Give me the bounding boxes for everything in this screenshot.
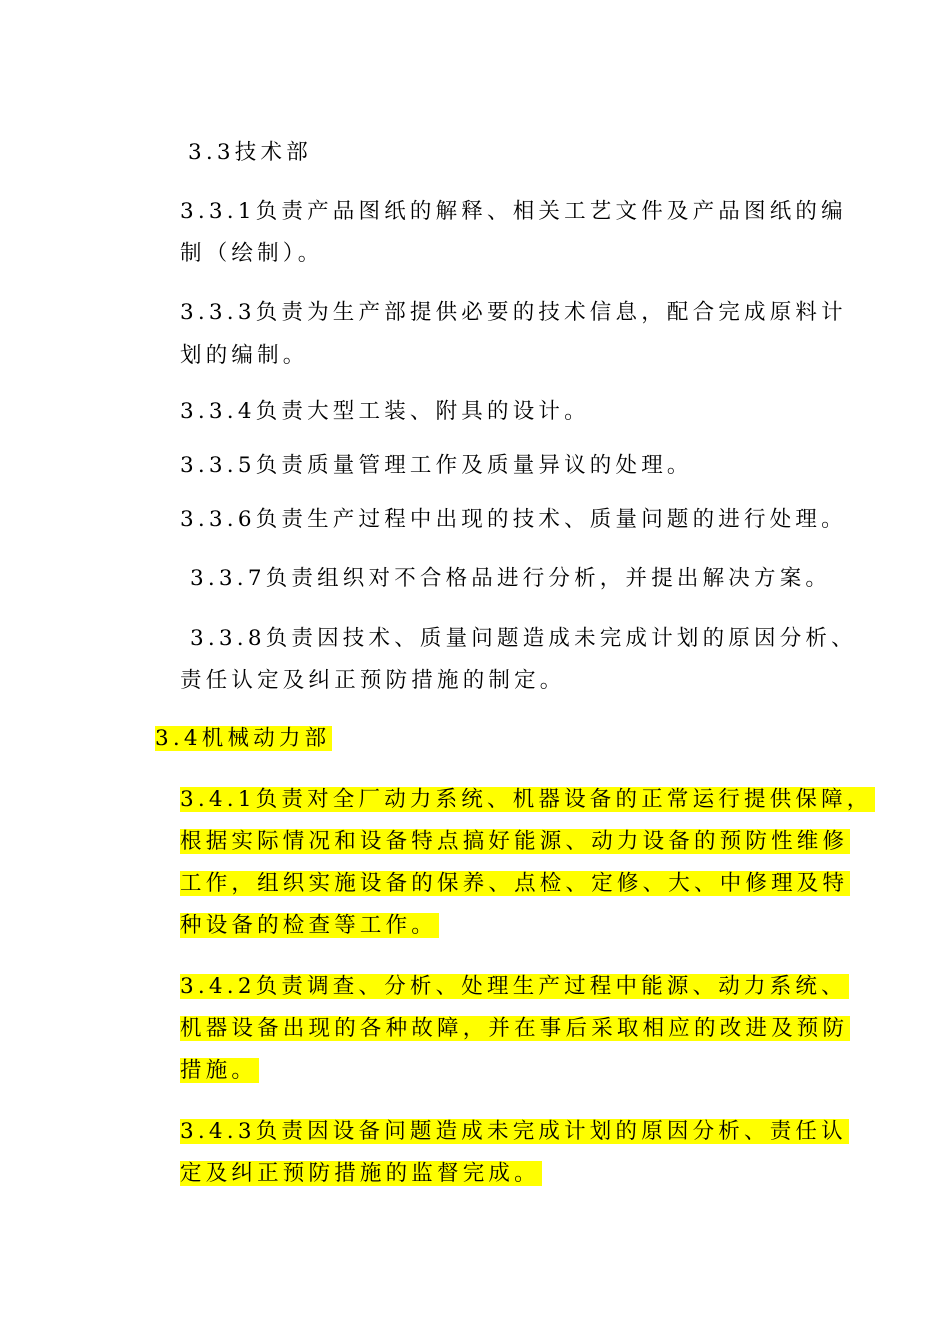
item-3-3-3-line-2: 划的编制。 <box>180 343 309 368</box>
item-3-3-6: 3.3.6负责生产过程中出现的技术、质量问题的进行处理。 <box>180 507 847 532</box>
item-3-4-1-line-4 <box>180 911 439 941</box>
highlighted-text: 3.4.3负责因设备问题造成未完成计划的原因分析、责任认 <box>180 1119 847 1144</box>
highlighted-text: 机器设备出现的各种故障，并在事后采取相应的改进及预防 <box>180 1016 849 1041</box>
item-3-3-8-line-2: 责任认定及纠正预防措施的制定。 <box>180 668 566 693</box>
highlighted-text: 3.4机械动力部 <box>155 726 331 751</box>
item-3-3-5: 3.3.5负责质量管理工作及质量异议的处理。 <box>180 453 693 478</box>
item-3-3-4: 3.3.4负责大型工装、附具的设计。 <box>180 399 590 424</box>
item-3-4-2-line-1 <box>180 972 849 1002</box>
highlighted-text: 3.4.2负责调查、分析、处理生产过程中能源、动力系统、 <box>180 974 847 999</box>
item-3-3-3-line-1: 3.3.3负责为生产部提供必要的技术信息，配合完成原料计 <box>180 300 847 325</box>
item-3-4-3-line-2 <box>180 1159 542 1189</box>
highlighted-text: 定及纠正预防措施的监督完成。 <box>180 1161 540 1186</box>
highlighted-text: 种设备的检查等工作。 <box>180 913 438 938</box>
item-3-3-8-line-1: 3.3.8负责因技术、质量问题造成未完成计划的原因分析、 <box>190 626 857 651</box>
item-3-3-1-line-1: 3.3.1负责产品图纸的解释、相关工艺文件及产品图纸的编 <box>180 199 847 224</box>
section-heading-3-4 <box>155 724 332 754</box>
section-heading-3-3: 3.3技术部 <box>188 140 312 165</box>
item-3-4-1-line-2 <box>180 827 850 857</box>
highlighted-text: 3.4.1负责对全厂动力系统、机器设备的正常运行提供保障， <box>180 787 873 812</box>
item-3-4-2-line-2 <box>180 1014 850 1044</box>
highlighted-text: 根据实际情况和设备特点搞好能源、动力设备的预防性维修 <box>180 829 849 854</box>
highlighted-text: 工作，组织实施设备的保养、点检、定修、大、中修理及特 <box>180 871 849 896</box>
item-3-4-1-line-1 <box>180 785 875 815</box>
item-3-4-1-line-3 <box>180 869 850 899</box>
item-3-4-3-line-1 <box>180 1117 849 1147</box>
highlighted-text: 措施。 <box>180 1058 258 1083</box>
item-3-3-1-line-2: 制（绘制）。 <box>180 241 324 266</box>
item-3-4-2-line-3 <box>180 1056 259 1086</box>
item-3-3-7: 3.3.7负责组织对不合格品进行分析，并提出解决方案。 <box>190 566 832 591</box>
